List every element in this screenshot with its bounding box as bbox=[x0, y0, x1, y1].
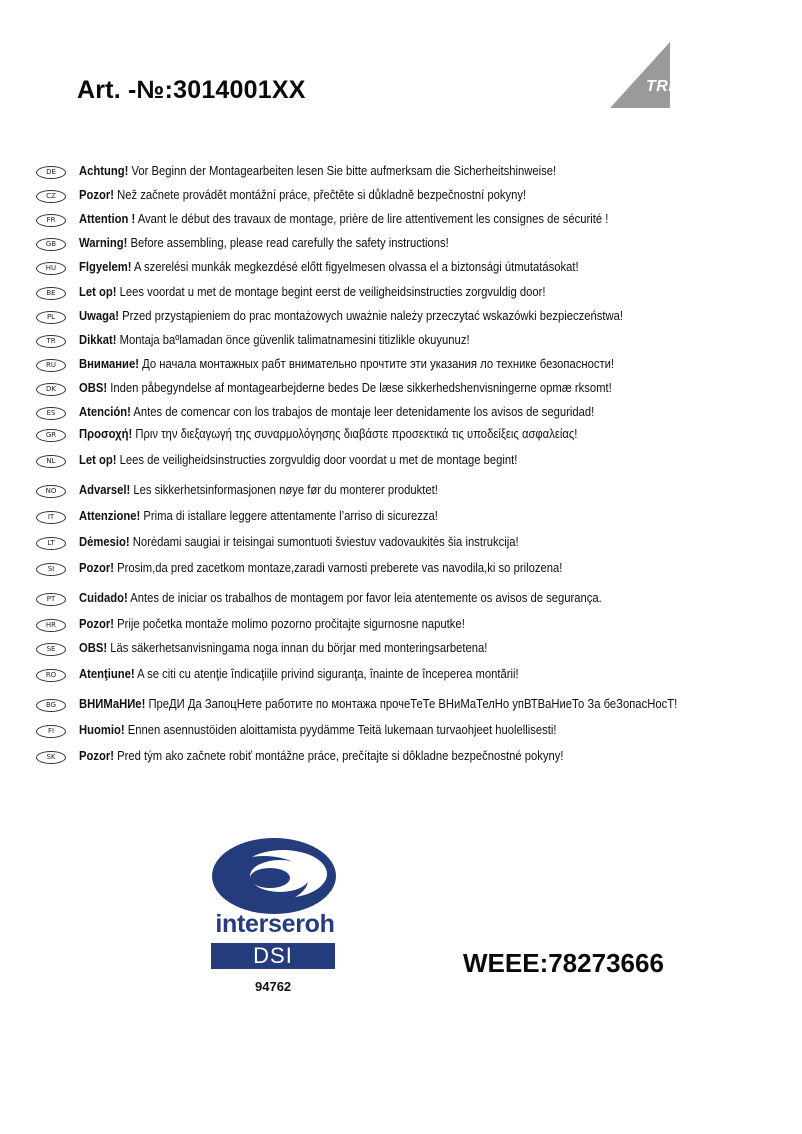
warning-message: Avant le début des travaux de montage, prière de lire attentivement les consignes de sécurité ! bbox=[135, 212, 609, 226]
dsi-number: 94762 bbox=[255, 979, 292, 994]
warning-row-be bbox=[36, 287, 726, 305]
warning-message: Läs säkerhetsanvisningama noga innan du börjar med monteringsarbetena! bbox=[107, 641, 488, 655]
warning-text bbox=[79, 641, 487, 655]
warning-row-sk bbox=[36, 751, 726, 769]
language-badge: HU bbox=[36, 262, 66, 275]
language-badge: GB bbox=[36, 238, 66, 251]
language-badge: PT bbox=[36, 593, 66, 606]
warning-row-dk bbox=[36, 383, 726, 401]
warning-text bbox=[79, 309, 623, 323]
warning-label: Dėmesio! bbox=[79, 535, 130, 549]
language-badge: RU bbox=[36, 359, 66, 372]
dsi-brand-word: interseroh bbox=[215, 910, 335, 938]
language-badge: LT bbox=[36, 537, 66, 550]
warning-row-bg bbox=[36, 699, 726, 717]
warning-message: Než začnete provádět montážní práce, přečtěte si důkladně bezpečnostní pokyny! bbox=[114, 188, 527, 202]
warning-row-hr bbox=[36, 619, 726, 637]
warning-text bbox=[79, 749, 563, 763]
brand-logo-text: TRIO bbox=[646, 78, 687, 95]
warning-text bbox=[79, 453, 517, 467]
dsi-label: DSI bbox=[211, 943, 335, 969]
warning-text bbox=[79, 427, 577, 441]
warning-message: Pred tým ako začnete robiť montážne práce, prečítajte si dôkladne bezpečnostné pokyny! bbox=[114, 749, 564, 763]
warning-text bbox=[79, 285, 546, 299]
warning-text bbox=[79, 188, 526, 202]
language-badge: NO bbox=[36, 485, 66, 498]
warning-text bbox=[79, 357, 614, 371]
warning-message: До начала монтажных рабт внимательно прочтите эти указания ло технике безопасности! bbox=[138, 357, 615, 371]
warning-message: Prosim,da pred zacetkom montaze,zaradi varnosti preberete vas navodila,ki so prilozena! bbox=[114, 561, 563, 575]
warning-message: Prije početka montaže molimo pozorno pročitajte sigurnosne naputke! bbox=[114, 617, 465, 631]
warning-message: Before assembling, please read carefully the safety instructions! bbox=[127, 236, 449, 250]
warning-row-fr bbox=[36, 214, 726, 232]
warning-label: Προσοχή! bbox=[79, 427, 133, 441]
language-badge: CZ bbox=[36, 190, 66, 203]
warning-label: Cuidado! bbox=[79, 591, 128, 605]
warning-message: Antes de comencar con los trabajos de montaje leer detenidamente los avisos de seguridad! bbox=[130, 405, 595, 419]
warning-row-cz bbox=[36, 190, 726, 208]
warning-text bbox=[79, 723, 557, 737]
language-badge: SI bbox=[36, 563, 66, 576]
warning-message: Norėdami saugiai ir teisingai sumontuoti šviestuv vadovaukitės šia instrukcija! bbox=[129, 535, 519, 549]
warning-row-pt bbox=[36, 593, 726, 611]
warning-text bbox=[79, 697, 677, 711]
warning-row-gb bbox=[36, 238, 726, 256]
warning-text bbox=[79, 617, 465, 631]
warning-message: A se citi cu atenţie îndicaţiile privind siguranţa, înainte de începerea montării! bbox=[134, 667, 519, 681]
article-number: Art. -№:3014001XX bbox=[77, 76, 306, 104]
warning-label: Attention ! bbox=[79, 212, 136, 226]
warning-text bbox=[79, 405, 594, 419]
warning-label: Dikkat! bbox=[79, 333, 117, 347]
warning-row-gr bbox=[36, 429, 726, 447]
language-badge: FR bbox=[36, 214, 66, 227]
warning-row-es bbox=[36, 407, 726, 425]
warning-text bbox=[79, 333, 470, 347]
warning-row-lt bbox=[36, 537, 726, 555]
warning-label: Pozor! bbox=[79, 617, 115, 631]
warning-label: ВНИМаНИе! bbox=[79, 697, 146, 711]
warning-message: Ennen asennustöiden aloittamista pyydämme Teitä lukemaan turvaohjeet huolellisesti! bbox=[124, 723, 557, 737]
warning-message: Πριν την διεξαγωγή της συναρμολόγησης διαβάστε προσεκτικά τις υποδείξεις ασφαλείας! bbox=[132, 427, 578, 441]
warning-row-ro bbox=[36, 669, 726, 687]
warning-row-se bbox=[36, 643, 726, 661]
warning-text bbox=[79, 667, 519, 681]
warning-text bbox=[79, 509, 438, 523]
warning-message: Vor Beginn der Montagearbeiten lesen Sie bitte aufmerksam die Sicherheitshinweise! bbox=[128, 164, 557, 178]
warning-label: Huomio! bbox=[79, 723, 125, 737]
warning-row-ru bbox=[36, 359, 726, 377]
warning-message: Lees de veiligheidsinstructies zorgvuldig door voordat u met de montage begint! bbox=[116, 453, 518, 467]
warning-label: Warning! bbox=[79, 236, 128, 250]
warning-row-si bbox=[36, 563, 726, 581]
weee-number: WEEE:78273666 bbox=[463, 948, 664, 978]
warning-message: Prima di istallare leggere attentamente l’arriso di sicurezza! bbox=[140, 509, 438, 523]
language-badge: IT bbox=[36, 511, 66, 524]
warning-text bbox=[79, 212, 608, 226]
language-badge: GR bbox=[36, 429, 66, 442]
language-badge: BE bbox=[36, 287, 66, 300]
warning-message: Inden påbegyndelse af montagearbejderne bedes De læse sikkerhedshenvisningerne opmæ rksomt! bbox=[107, 381, 612, 395]
warning-label: Attenzione! bbox=[79, 509, 141, 523]
warning-label: Pozor! bbox=[79, 561, 115, 575]
warning-row-fi bbox=[36, 725, 726, 743]
language-badge: ES bbox=[36, 407, 66, 420]
warning-text bbox=[79, 381, 612, 395]
warning-label: Atención! bbox=[79, 405, 131, 419]
warning-message: Lees voordat u met de montage begint eerst de veiligheidsinstructies zorgvuldig door! bbox=[116, 285, 546, 299]
warning-label: OBS! bbox=[79, 641, 108, 655]
warning-message: Montaja baºlamadan önce güvenlik talimatnamesini titizlikle okuyunuz! bbox=[116, 333, 470, 347]
warning-message: Przed przystąpieniem do prac montażowych uważnie należy przeczytać wskazówki bezpieczeństwa! bbox=[119, 309, 623, 323]
language-badge: HR bbox=[36, 619, 66, 632]
warning-text bbox=[79, 483, 438, 497]
warning-row-tr bbox=[36, 335, 726, 353]
warning-row-no bbox=[36, 485, 726, 503]
warning-text bbox=[79, 236, 449, 250]
warning-label: Flgyelem! bbox=[79, 260, 132, 274]
warning-label: Pozor! bbox=[79, 188, 115, 202]
warning-text bbox=[79, 164, 556, 178]
trio-logo-triangle-icon bbox=[608, 40, 698, 110]
warning-message: ПреДИ Да ЗапоцНете работите по монтажа прочеТеТе ВНиМаТелНо упВТВаНиеТо За беЗопасНосТ! bbox=[145, 697, 678, 711]
language-badge: DE bbox=[36, 166, 66, 179]
language-badge: RO bbox=[36, 669, 66, 682]
warning-label: Uwaga! bbox=[79, 309, 120, 323]
language-badge: TR bbox=[36, 335, 66, 348]
language-badge: FI bbox=[36, 725, 66, 738]
language-badge: BG bbox=[36, 699, 66, 712]
warning-label: Atenţiune! bbox=[79, 667, 135, 681]
warning-label: OBS! bbox=[79, 381, 108, 395]
warning-message: Les sikkerhetsinformasjonen nøye før du monterer produktet! bbox=[130, 483, 438, 497]
warning-row-hu bbox=[36, 262, 726, 280]
warning-row-nl bbox=[36, 455, 726, 473]
warning-text bbox=[79, 591, 602, 605]
warning-label: Let op! bbox=[79, 285, 117, 299]
warning-row-it bbox=[36, 511, 726, 529]
language-badge: NL bbox=[36, 455, 66, 468]
warning-label: Advarsel! bbox=[79, 483, 131, 497]
warning-row-pl bbox=[36, 311, 726, 329]
warning-message: Antes de iniciar os trabalhos de montagem por favor leia atentemente os avisos de segurança. bbox=[127, 591, 602, 605]
language-badge: DK bbox=[36, 383, 66, 396]
warning-row-de bbox=[36, 166, 726, 184]
warning-label: Let op! bbox=[79, 453, 117, 467]
warning-message: A szerelési munkák megkezdésé előtt figyelmesen olvassa el a biztonsági útmutatásokat! bbox=[131, 260, 579, 274]
language-badge: PL bbox=[36, 311, 66, 324]
warning-label: Achtung! bbox=[79, 164, 129, 178]
warning-text bbox=[79, 260, 579, 274]
warning-label: Внимание! bbox=[79, 357, 139, 371]
language-badge: SK bbox=[36, 751, 66, 764]
warning-text bbox=[79, 561, 562, 575]
warning-text bbox=[79, 535, 519, 549]
language-badge: SE bbox=[36, 643, 66, 656]
warning-label: Pozor! bbox=[79, 749, 115, 763]
